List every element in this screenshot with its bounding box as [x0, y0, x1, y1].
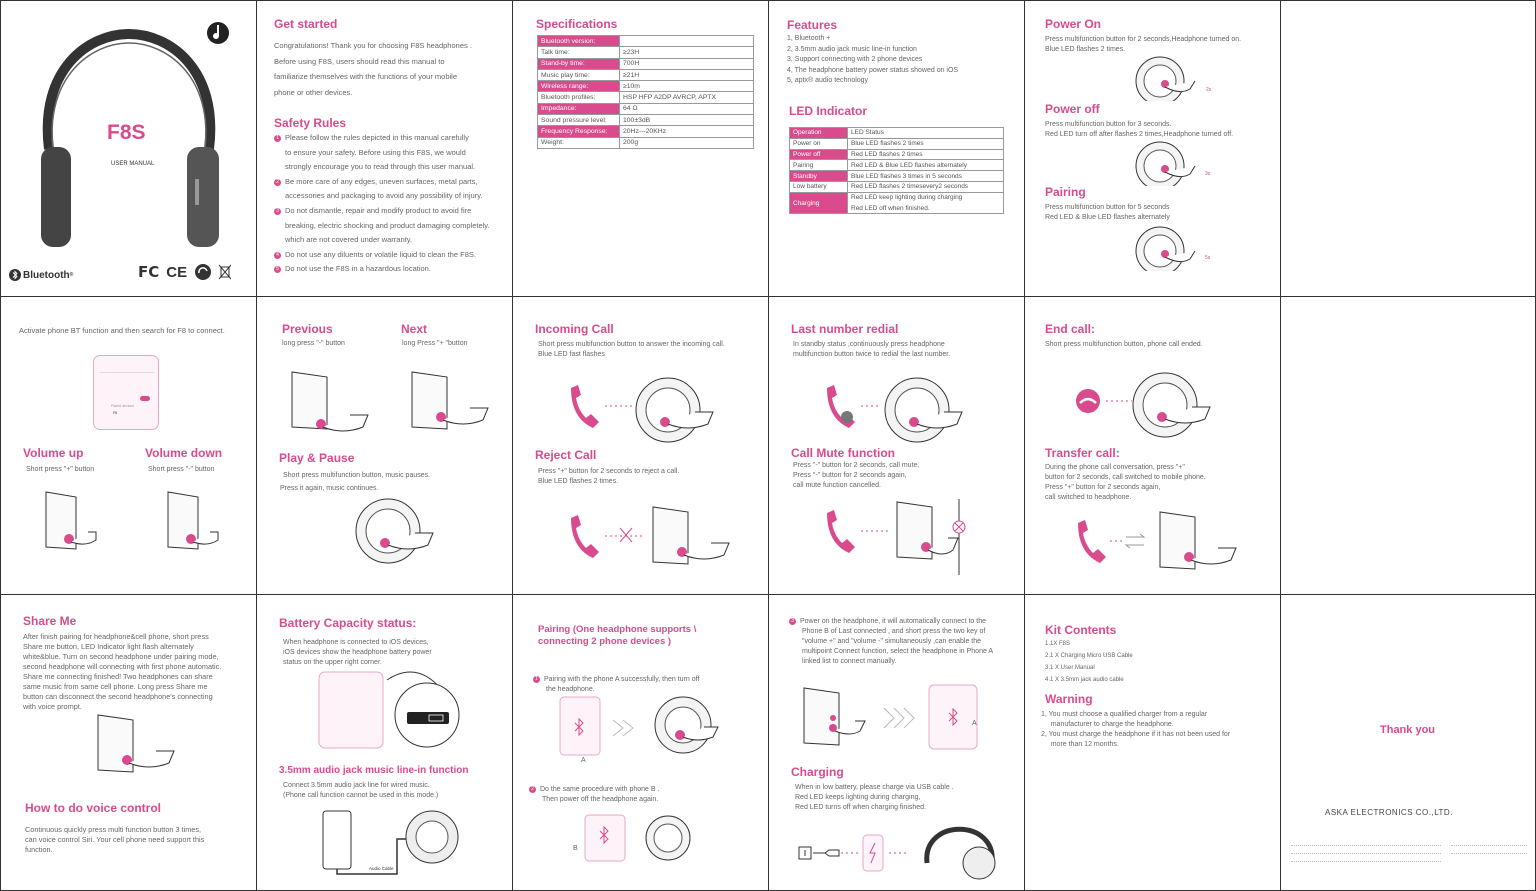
text-line: Red LED turns off when charging finished. — [795, 804, 927, 811]
text-line: which are not covered under warranty. — [285, 235, 413, 245]
text-line: Short press multifunction button, music pauses. — [283, 472, 431, 479]
text-line: can voice control Siri. Your cell phone need support this — [25, 835, 205, 844]
text-line: with voice prompt. — [23, 702, 82, 711]
text-line: the headphone. — [546, 686, 595, 693]
power-on-badge: 2s — [1206, 87, 1212, 93]
text-line: Power on the headphone, it will automatically connect to the — [800, 618, 987, 625]
text-line: Short press multifunction button to answer the incoming call. — [538, 341, 725, 348]
number-badge: 2 — [529, 786, 536, 793]
led-row — [790, 138, 1004, 149]
thanks-panel — [1280, 594, 1536, 891]
share-me-text — [23, 632, 221, 712]
get-started-title: Get started — [274, 17, 338, 31]
activate-panel — [0, 296, 257, 595]
pairing2-title — [538, 624, 696, 648]
text-line: phone or other devices. — [274, 87, 353, 97]
spec-row — [538, 69, 754, 80]
end-call-illustration — [1070, 367, 1250, 442]
led-value: Blue LED flashes 2 times — [848, 138, 1004, 149]
power-on-illustration — [1125, 51, 1215, 101]
led-row — [790, 160, 1004, 171]
pairing-badge: 5s — [1205, 255, 1211, 261]
title-line: connecting 2 phone devices ) — [538, 636, 672, 647]
feature-item: 2, 3.5mm audio jack music line-in function — [787, 45, 917, 53]
text-line: "volume +" and "volume -" simultaneously ,can enable the — [802, 638, 982, 645]
specifications-table — [537, 35, 754, 149]
number-badge: 4 — [274, 252, 281, 259]
features-list — [787, 34, 958, 87]
text-line: linked list to connect manually. — [802, 658, 897, 665]
redial-illustration — [819, 372, 999, 447]
get-started-panel — [256, 0, 513, 297]
text-line: Do the same procedure with phone B . — [540, 786, 660, 793]
text-line: Press "+" button for 2 seconds to reject a call. — [538, 468, 680, 475]
text-line: When headphone is connected to iOS devices, — [283, 639, 429, 646]
kit-item: 1.1X F8S — [1045, 641, 1071, 647]
step3-text — [789, 617, 993, 667]
redial-panel — [768, 296, 1025, 595]
volume-up-text: Short press "+" button — [26, 466, 95, 473]
charging-text — [795, 783, 954, 813]
led-row — [790, 192, 1004, 203]
text-line: After finish pairing for headphone&cell phone, short press — [23, 632, 209, 641]
spec-row — [538, 92, 754, 103]
battery-text — [283, 638, 432, 668]
spec-key: Impedance: — [538, 103, 620, 114]
phone-handset-icon — [827, 510, 855, 553]
voice-control-text — [25, 825, 204, 855]
text-line: white&blue. Turn on second headphone under pairing mode, — [23, 652, 219, 661]
transfer-title: Transfer call: — [1045, 446, 1120, 460]
blank-panel-middle — [1280, 296, 1536, 595]
power-off-badge: 3s — [1205, 171, 1211, 177]
list-item — [274, 175, 512, 204]
text-line: Connect 3.5mm audio jack line for wired music. — [283, 782, 430, 789]
warning-list — [1041, 710, 1230, 750]
next-title: Next — [401, 322, 428, 336]
pairing-illustration — [1125, 221, 1215, 271]
number-badge: 5 — [274, 266, 281, 273]
play-pause-illustration — [353, 493, 443, 568]
spec-value: 64 Ω — [620, 103, 754, 114]
thank-you-text: Thank you — [1380, 724, 1436, 736]
phone-b-label: B — [573, 845, 578, 852]
text-line: Do not use the F8S in a hazardous location. — [285, 264, 431, 274]
warning-item: more than 12 months. — [1041, 741, 1119, 748]
text-line: Red LED & Blue LED flashes alternately — [1045, 214, 1170, 221]
volume-down-title: Volume down — [145, 446, 223, 460]
end-call-title: End call: — [1045, 322, 1096, 336]
bluetooth-icon — [9, 269, 21, 281]
text-line: Phone B of Last connected , and short press the two key of — [802, 628, 986, 635]
feature-item: 1, Bluetooth + — [787, 35, 831, 42]
spec-value — [620, 36, 754, 47]
spec-value: ≥10m — [620, 81, 754, 92]
mute-text — [793, 461, 919, 491]
text-line: accessories and packaging to avoid any possibility of injury. — [285, 191, 483, 201]
mute-title: Call Mute function — [791, 446, 895, 460]
led-key: Charging — [790, 192, 848, 214]
text-line: to ensure your safety. Before using this F8S, we would — [285, 147, 466, 157]
battery-title: Battery Capacity status: — [279, 616, 417, 630]
spec-key: Talk time: — [538, 47, 620, 58]
text-line: Blue LED fast flashes — [538, 351, 605, 358]
text-line: Do not dismantle, repair and modify product to avoid fire — [285, 205, 472, 215]
spec-key: Weight: — [538, 137, 620, 148]
get-started-text — [274, 38, 509, 100]
previous-illustration — [287, 367, 377, 442]
pairing2-step1 — [533, 675, 699, 695]
battery-panel — [256, 594, 513, 891]
text-line: Pairing with the phone A successfully, then turn off — [544, 676, 700, 683]
led-row — [790, 149, 1004, 160]
text-line: Press multifunction button for 2 seconds,Headphone turned on. — [1045, 36, 1242, 43]
number-badge: 3 — [274, 208, 281, 215]
warning-title: Warning — [1045, 692, 1093, 706]
title-line: Pairing (One headphone supports \ — [538, 624, 697, 635]
text-line: Press "-" button for 2 seconds again, — [793, 472, 907, 479]
power-off-illustration — [1125, 136, 1215, 186]
text-line: Before using F8S, users should read this manual to — [274, 56, 445, 66]
power-panel — [1024, 0, 1281, 297]
volume-up-title: Volume up — [23, 446, 84, 460]
led-key: Power on — [790, 138, 848, 149]
text-line: When in low battery, please charge via USB cable . — [795, 784, 954, 791]
spec-row — [538, 126, 754, 137]
spec-row — [538, 137, 754, 148]
led-value: Red LED & Blue LED flashes alternately — [848, 160, 1004, 171]
phone-handset-icon — [571, 385, 599, 428]
number-badge: 1 — [533, 676, 540, 683]
text-line: Share me connecting finished! Two headphones can share — [23, 672, 213, 681]
pairing-title: Pairing — [1045, 185, 1086, 199]
specifications-panel — [512, 0, 769, 297]
text-line: Press multifunction button for 5 seconds — [1045, 204, 1170, 211]
phone-handset-icon — [1078, 520, 1106, 563]
led-key: Standby — [790, 171, 848, 182]
led-row — [790, 128, 1004, 139]
led-value: Red LED flashes 2 times — [848, 149, 1004, 160]
pairing2-step2 — [529, 785, 659, 805]
pairing2-step2-illustration — [583, 813, 703, 863]
led-value: Red LED flashes 2 timesevery2 seconds — [848, 181, 1004, 192]
text-line: Continuous quickly press multi function button 3 times, — [25, 825, 202, 834]
kit-panel — [1024, 594, 1281, 891]
volume-down-illustration — [163, 487, 223, 557]
text-line: button for 2 seconds, call switched to mobile phone. — [1045, 474, 1206, 481]
pairing2-step1-illustration — [558, 695, 738, 760]
redial-title: Last number redial — [791, 322, 899, 336]
calls-panel — [512, 296, 769, 595]
text-line: Be more care of any edges, uneven surfaces, metal parts, — [285, 176, 478, 186]
blank-panel-top — [1280, 0, 1536, 297]
text-line: button can disconnect the second headphone's connecting — [23, 692, 213, 701]
volume-down-text: Short press "-" button — [148, 466, 215, 473]
reject-call-title: Reject Call — [535, 448, 597, 462]
bluetooth-logo — [9, 269, 73, 281]
spec-key: Music play time: — [538, 69, 620, 80]
list-item — [274, 248, 512, 263]
phone-illustration — [93, 355, 159, 430]
led-table — [789, 127, 1004, 214]
fc-mark-icon: FC — [138, 263, 160, 281]
share-me-title: Share Me — [23, 614, 77, 628]
text-line: breaking, electric shocking and product damaging completely. — [285, 220, 490, 230]
text-line: Press "-" button for 2 seconds, call mute. — [793, 462, 920, 469]
text-line: call mute function cancelled. — [793, 482, 881, 489]
led-value: LED Status — [848, 128, 1004, 139]
warning-item: 1, You must choose a qualified charger from a regular — [1041, 711, 1208, 718]
pairing-text — [1045, 203, 1170, 223]
play-pause-text — [280, 469, 430, 495]
spec-key: Sound pressure level: — [538, 115, 620, 126]
spec-key: Frequency Response: — [538, 126, 620, 137]
pairing2-panel — [512, 594, 769, 891]
charging-illustration — [797, 813, 1007, 883]
led-row — [790, 181, 1004, 192]
number-badge: 3 — [789, 618, 796, 625]
previous-title: Previous — [282, 322, 333, 336]
text-line: Press it again, music continues. — [280, 485, 379, 492]
text-line: familiarize themselves with the functions of your mobile — [274, 72, 457, 81]
text-line: multifunction button twice to redial the last number. — [793, 351, 951, 358]
text-line: During the phone call conversation, press "+" — [1045, 464, 1185, 471]
spec-row — [538, 58, 754, 69]
feature-item: 4, The headphone battery power status showed on iOS — [787, 66, 959, 74]
feature-item: 3, Support connecting with 2 phone devices — [787, 56, 923, 63]
redial-text — [793, 340, 950, 360]
power-off-title: Power off — [1045, 102, 1100, 116]
led-key: Low battery — [790, 181, 848, 192]
kit-item: 2.1 X Charging Micro USB Cable — [1045, 653, 1133, 659]
warning-item: manufacturer to charge the headphone. — [1041, 721, 1174, 728]
spec-row — [538, 115, 754, 126]
product-subtitle: USER MANUAL — [111, 161, 155, 167]
list-item — [274, 204, 512, 248]
spec-row — [538, 81, 754, 92]
spec-key: Stand-by time: — [538, 58, 620, 69]
text-line: Congratulations! Thank you for choosing F8S headphones . — [274, 41, 472, 50]
weee-bin-icon — [219, 264, 231, 280]
bluetooth-label: Bluetooth — [23, 269, 70, 281]
phone-paired-label: Paired devices — [111, 404, 134, 408]
next-illustration — [407, 367, 497, 442]
led-key: Power off — [790, 149, 848, 160]
number-badge: 2 — [274, 179, 281, 186]
features-panel — [768, 0, 1025, 297]
text-line: Please follow the rules depicted in this manual carefully — [285, 133, 469, 142]
spec-key: Bluetooth profiles: — [538, 92, 620, 103]
product-title: F8S — [107, 121, 146, 144]
next-text: long Press "+ "button — [402, 340, 468, 347]
certification-marks — [138, 263, 231, 281]
text-line: Press "+" button for 2 seconds again, — [1045, 484, 1161, 491]
safety-list — [274, 131, 512, 277]
company-fine-print — [1281, 845, 1536, 869]
incoming-call-illustration — [563, 372, 743, 447]
spec-value: 20Hz---20KHz — [620, 126, 754, 137]
reject-call-text — [538, 467, 679, 487]
kit-title: Kit Contents — [1045, 623, 1117, 637]
text-line: Do not use any diluents or volatile liquid to clean the F8S. — [285, 249, 476, 259]
end-call-panel — [1024, 296, 1281, 595]
text-line: second headphone will connecting with first phone automatic. — [23, 662, 222, 671]
led-value: Red LED off when finished. — [848, 203, 1004, 214]
previous-text: long press "-" button — [282, 340, 345, 347]
volume-up-illustration — [41, 487, 101, 557]
recycle-icon — [194, 263, 212, 281]
share-panel — [0, 594, 257, 891]
spec-value: ≥21H — [620, 69, 754, 80]
phone-a-label-2: A — [972, 720, 977, 727]
spec-row — [538, 47, 754, 58]
transfer-text — [1045, 463, 1206, 503]
spec-value: 200g — [620, 137, 754, 148]
incoming-call-text — [538, 340, 725, 360]
text-line: Red LED turn off after flashes 2 times,Headphone turned off. — [1045, 131, 1234, 138]
power-on-title: Power On — [1045, 17, 1102, 31]
text-line: iOS devices show the headphone battery power — [283, 649, 432, 656]
list-item — [274, 131, 512, 175]
step3-illustration — [799, 683, 999, 753]
cover-panel — [0, 0, 257, 297]
spec-key: Wireless range: — [538, 81, 620, 92]
spec-row — [538, 103, 754, 114]
text-line: strongly encourage you to read through this user manual. — [285, 162, 476, 172]
activate-text: Activate phone BT function and then search for F8 to connect. — [19, 326, 225, 335]
text-line: Blue LED flashes 2 times. — [538, 478, 619, 485]
spec-value: 700H — [620, 58, 754, 69]
phone-a-label: A — [581, 757, 586, 764]
controls-panel — [256, 296, 513, 595]
text-line: In standby status ,continuously press headphone — [793, 341, 945, 348]
text-line: Press multifunction button for 3 seconds. — [1045, 121, 1172, 128]
text-line: (Phone call function cannot be used in this mode.) — [283, 792, 439, 799]
kit-item: 4.1 X 3.5mm jack audio cable — [1045, 677, 1124, 683]
step3-panel — [768, 594, 1025, 891]
text-line: function. — [25, 845, 53, 854]
safety-title: Safety Rules — [274, 116, 347, 130]
text-line: status on the upper right corner. — [283, 659, 382, 666]
ce-mark-icon: CE — [166, 263, 188, 281]
text-line: call switched to headphone. — [1045, 494, 1132, 501]
voice-control-title: How to do voice control — [25, 801, 162, 815]
incoming-call-title: Incoming Call — [535, 322, 614, 336]
battery-illustration — [317, 670, 467, 750]
linein-text — [283, 781, 438, 801]
kit-item: 3.1 X User Manual — [1045, 665, 1095, 671]
phone-paired-item: F8 — [113, 411, 118, 415]
bt-toggle-icon — [140, 396, 150, 401]
led-value: Red LED keep lighting during charging — [848, 192, 1004, 203]
spec-value: 100±3dB — [620, 115, 754, 126]
linein-title: 3.5mm audio jack music line-in function — [279, 765, 469, 776]
led-key: Operation — [790, 128, 848, 139]
kit-list — [1045, 638, 1133, 686]
phone-handset-icon — [571, 515, 599, 558]
text-line: Then power off the headphone again. — [542, 796, 659, 803]
play-pause-title: Play & Pause — [279, 451, 355, 465]
transfer-arrows-icon — [1126, 534, 1144, 548]
list-item — [274, 262, 512, 277]
reject-call-illustration — [563, 502, 743, 577]
text-line: multipoint Connect function, select the headphone in Phone A — [802, 648, 994, 655]
text-line: Red LED keeps lighting during charging, — [795, 794, 921, 801]
led-value: Blue LED flashes 3 times in 5 seconds — [848, 171, 1004, 182]
text-line: same music from same cell phone. Long press Share me — [23, 682, 208, 691]
spec-row — [538, 36, 754, 47]
mute-illustration — [819, 497, 979, 577]
end-call-text: Short press multifunction button, phone call ended. — [1045, 341, 1203, 348]
hang-up-icon — [1076, 389, 1100, 413]
spec-value: HSP HFP A2DP AVRCP, APTX — [620, 92, 754, 103]
warning-item: 2, You must charge the headphone if it has not been used for — [1041, 731, 1231, 738]
features-title: Features — [787, 18, 838, 32]
number-badge: 1 — [274, 135, 281, 142]
spec-key: Bluetooth version: — [538, 36, 620, 47]
audio-cable-label: Audio Cable — [369, 866, 394, 871]
spec-value: ≥23H — [620, 47, 754, 58]
led-title: LED Indicator — [789, 104, 868, 118]
company-name: ASKA ELECTRONICS CO.,LTD. — [1325, 808, 1453, 817]
led-row — [790, 171, 1004, 182]
led-key: Pairing — [790, 160, 848, 171]
text-line: Share me button, LED Indicator light flash alternately — [23, 642, 194, 651]
feature-item: 5, aptx® audio technology — [787, 77, 869, 84]
transfer-illustration — [1070, 507, 1250, 582]
share-me-illustration — [93, 710, 183, 785]
specifications-title: Specifications — [536, 17, 618, 31]
text-line: Blue LED flashes 2 times. — [1045, 46, 1126, 53]
charging-title: Charging — [791, 765, 844, 779]
reg-mark: ® — [69, 272, 74, 278]
